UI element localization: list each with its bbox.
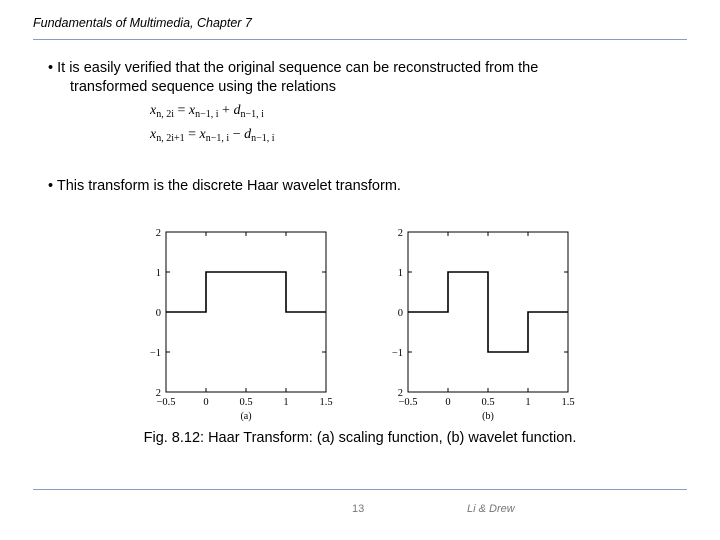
y-tick-label: −1: [391, 348, 403, 359]
y-tick-label: 0: [155, 308, 161, 319]
footer-divider: [33, 489, 687, 490]
y-tick-label: 2: [397, 388, 403, 399]
y-tick-label: 1: [397, 268, 403, 279]
y-tick-label: 2: [155, 228, 161, 239]
equation-odd: $x_{n, 2i+1} = x_{n-1, i} - d_{n-1, i}$: [150, 127, 275, 144]
bullet-haar: • This transform is the discrete Haar wavelet transform.: [48, 178, 401, 194]
authors: Li & Drew: [467, 503, 515, 515]
x-tick-label: 1: [283, 397, 289, 408]
x-tick-label: −0.5: [398, 397, 418, 408]
x-tick-label: 0: [445, 397, 451, 408]
scaling-function-chart: [135, 222, 335, 432]
y-tick-label: 2: [397, 228, 403, 239]
x-tick-label: 0.5: [239, 397, 253, 408]
subplot-caption: (b): [482, 411, 494, 422]
x-tick-label: 0.5: [481, 397, 495, 408]
y-tick-label: 1: [155, 268, 161, 279]
chart-svg: [135, 222, 335, 432]
slide-header: Fundamentals of Multimedia, Chapter 7: [33, 16, 252, 30]
page-number: 13: [352, 503, 365, 515]
x-tick-label: 1.5: [561, 397, 575, 408]
bullet-line-1: • It is easily verified that the original sequence can be reconstructed from the: [48, 60, 539, 76]
series-line: [408, 272, 568, 352]
x-tick-label: 0: [203, 397, 209, 408]
x-tick-label: 1.5: [319, 397, 333, 408]
chart-svg: [377, 222, 577, 432]
bullet-reconstruction: [48, 59, 688, 97]
wavelet-function-chart: [377, 222, 577, 432]
y-tick-label: 2: [155, 388, 161, 399]
series-line: [166, 272, 326, 312]
x-tick-label: −0.5: [156, 397, 176, 408]
figure-caption: Fig. 8.12: Haar Transform: (a) scaling function, (b) wavelet function.: [143, 430, 577, 446]
x-tick-label: 1: [525, 397, 531, 408]
y-tick-label: −1: [149, 348, 161, 359]
y-tick-label: 0: [397, 308, 403, 319]
equation-even: $x_{n, 2i} = x_{n-1, i} + d_{n-1, i}$: [150, 103, 264, 120]
subplot-caption: (a): [240, 411, 252, 422]
header-divider: [33, 39, 687, 40]
bullet-line-2: transformed sequence using the relations: [70, 79, 336, 95]
